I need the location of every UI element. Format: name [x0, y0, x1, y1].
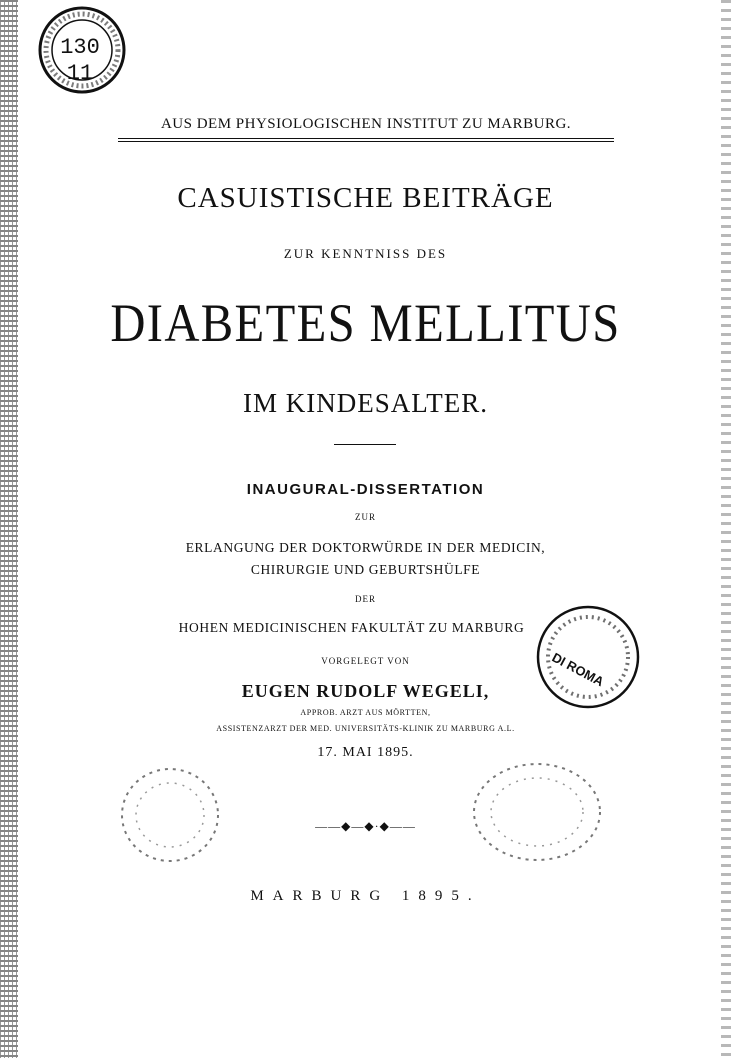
embossed-stamp-left [118, 764, 222, 866]
stamp-number-top: 130 [60, 35, 100, 60]
header-rule-double [118, 141, 614, 142]
title-line-4: IM KINDESALTER. [242, 388, 488, 418]
imprint-place-year: MARBURG 1895. [250, 888, 481, 904]
author-role-1: APPROB. ARZT AUS MÖRTTEN, [300, 708, 431, 717]
dissertation-date: 17. MAI 1895. [317, 745, 414, 760]
dissertation-heading: INAUGURAL-DISSERTATION [246, 481, 485, 498]
dissertation-der: DER [355, 594, 376, 604]
dissertation-vorgelegt: VORGELEGT VON [321, 656, 410, 666]
title-divider [334, 444, 396, 445]
stamp-number-bottom: 11 [66, 61, 94, 86]
author-name: EUGEN RUDOLF WEGELI, [241, 681, 490, 701]
embossed-stamp-right [470, 760, 605, 864]
dissertation-purpose-1: ERLANGUNG DER DOKTORWÜRDE IN DER MEDICIN, [185, 540, 546, 555]
library-stamp-right [528, 603, 648, 711]
title-line-2: ZUR KENNTNISS DES [283, 246, 448, 261]
dissertation-zur: ZUR [355, 512, 376, 522]
title-main: DIABETES MELLITUS [110, 293, 621, 353]
ornament-divider: ——◆—◆·◆—— [315, 819, 416, 833]
institute-header: AUS DEM PHYSIOLOGISCHEN INSTITUT ZU MARBURG. [160, 116, 572, 132]
dissertation-purpose-2: CHIRURGIE UND GEBURTSHÜLFE [250, 562, 481, 577]
author-role-2: ASSISTENZARZT DER MED. UNIVERSITÄTS-KLINIK ZU MARBURG A.L. [216, 724, 515, 733]
header-rule [118, 138, 614, 139]
library-stamp-label: DI ROMA [549, 649, 607, 690]
dissertation-faculty: HOHEN MEDICINISCHEN FAKULTÄT ZU MARBURG [178, 620, 525, 635]
title-line-1: CASUISTISCHE BEITRÄGE [177, 182, 554, 214]
